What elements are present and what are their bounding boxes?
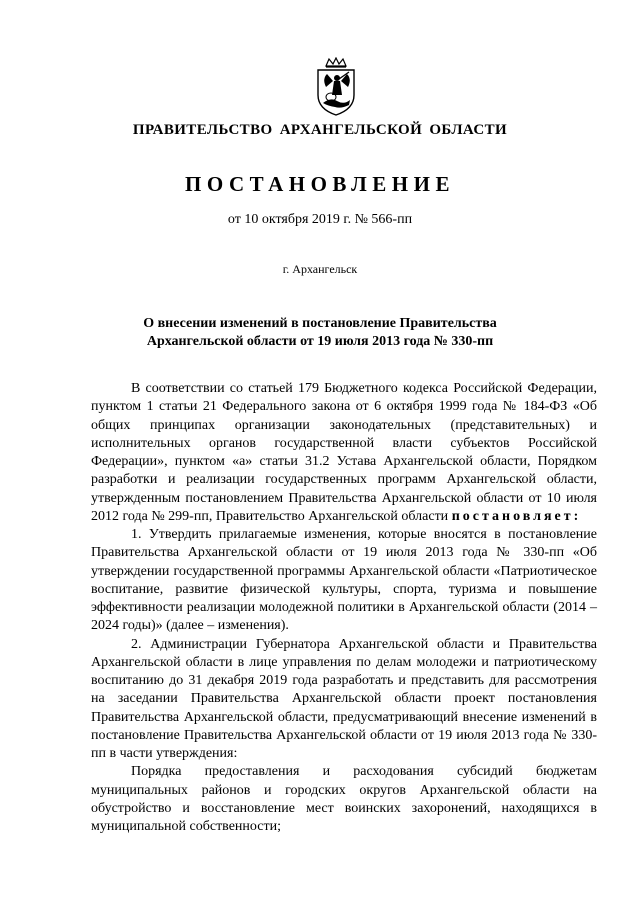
date-and-number: от 10 октября 2019 г. № 566-пп <box>227 212 413 227</box>
decrees-word: постановляет: <box>451 508 582 524</box>
document-body <box>91 380 597 836</box>
item-2-subparagraph: Порядка предоставления и расходования субсидий бюджетам муниципальных районов и городских округов Архангельской области на обустройство и восстановление мест воинских захоронений, находящихся в муниципальной собственности; <box>91 764 597 834</box>
item-2-paragraph: 2. Администрации Губернатора Архангельской области и Правительства Архангельской области в лице управления по делам молодежи и патриотическому воспитанию до 31 декабря 2019 года разработать и представить для рассмотрения на заседании Правительства Архангельской области проект постановления Правительства Архангельской области, предусматривающий внесение изменений в постановление Правительства Архангельской области от 19 июля 2013 года № 330-пп в части утверждения: <box>91 636 597 761</box>
item-1-paragraph: 1. Утвердить прилагаемые изменения, которые вносятся в постановление Правительства Архангельской области от 19 июля 2013 года № 330-пп «Об утверждении государственной программы Архангельской области «Патриотическое воспитание, развитие физической культуры, спорта, туризма и повышение эффективности реализации молодежной политики в Архангельской области (2014 – 2024 годы)» (далее – изменения). <box>91 527 597 634</box>
document-subject <box>0 315 640 351</box>
preamble-paragraph <box>91 380 597 526</box>
subject-line-2: Архангельской области от 19 июля 2013 года № 330-пп <box>146 334 494 349</box>
government-name: ПРАВИТЕЛЬСТВО АРХАНГЕЛЬСКОЙ ОБЛАСТИ <box>132 122 508 138</box>
subject-line-1: О внесении изменений в постановление Правительства <box>143 316 497 331</box>
preamble-text: В соответствии со статьей 179 Бюджетного кодекса Российской Федерации, пунктом 1 статьи 21 Федерального закона от 6 октября 1999 года № 184-ФЗ «Об общих принципах организации законодательных (представительных) и исполнительных органов государственной власти субъектов Российской Федерации», пунктом «а» статьи 31.2 Устава Архангельской области, Порядком разработки и реализации государственных программ Архангельской области, утвержденным постановлением Правительства Архангельской области от 10 июля 2012 года № 299-пп, Правительство Архангельской области <box>91 381 597 524</box>
city: г. Архангельск <box>282 262 358 276</box>
arkhangelsk-coat-of-arms-icon <box>313 57 359 117</box>
document-type-title: ПОСТАНОВЛЕНИЕ <box>185 172 455 196</box>
